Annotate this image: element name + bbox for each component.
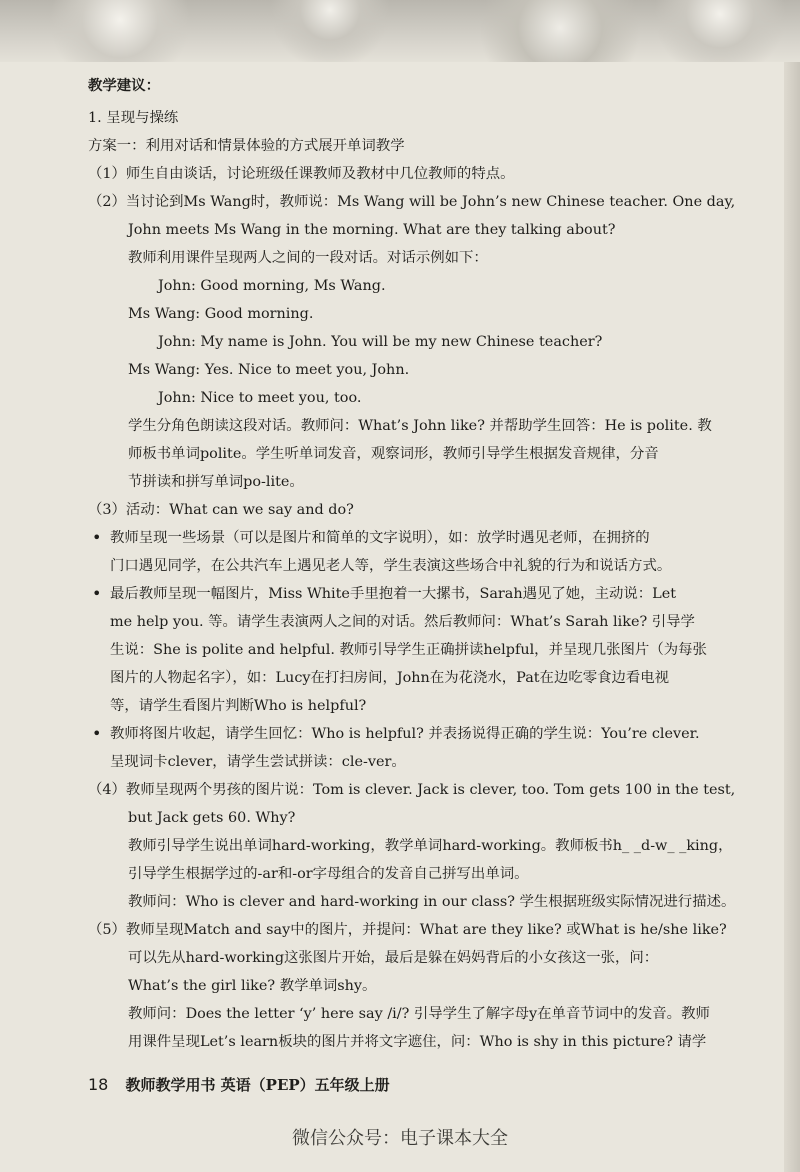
bullet-item-line: 生说：She is polite and helpful. 教师引导学生正确拼读helpful，并呈现几张图片（为每张	[110, 642, 707, 658]
book-title: 教师教学用书 英语（PEP）五年级上册	[125, 1076, 390, 1094]
paragraph-line: 教师问：Who is clever and hard-working in our class? 学生根据班级实际情况进行描述。	[128, 894, 736, 910]
paragraph-line: 节拼读和拼写单词po-lite。	[128, 474, 304, 490]
dialogue-line: John: Nice to meet you, too.	[158, 390, 362, 406]
watermark-text: 微信公众号：电子课本大全	[292, 1128, 508, 1149]
bullet-item-line: 教师呈现一些场景（可以是图片和简单的文字说明），如：放学时遇见老师，在拥挤的	[110, 530, 650, 546]
section-heading: 教学建议：	[88, 77, 160, 94]
bullet-item-line: 教师将图片收起，请学生回忆：Who is helpful? 并表扬说得正确的学生说：You’re clever.	[110, 726, 700, 742]
dialogue-line: John: My name is John. You will be my new Chinese teacher?	[158, 334, 603, 350]
subheading-presentation: 1. 呈现与操练	[88, 110, 179, 126]
page-number: 18	[88, 1075, 109, 1094]
bullet-item-line: 最后教师呈现一幅图片，Miss White手里抱着一大摞书，Sarah遇见了她，主动说：Let	[110, 586, 676, 602]
step-3: （3）活动：What can we say and do?	[88, 502, 354, 518]
page-footer	[88, 1074, 390, 1095]
step-2: （2）当讨论到Ms Wang时，教师说：Ms Wang will be John’s new Chinese teacher. One day,	[88, 194, 736, 210]
paragraph-line: 师板书单词polite。学生听单词发音，观察词形，教师引导学生根据发音规律，分音	[128, 446, 659, 462]
page-edge-shadow	[784, 62, 800, 1172]
paragraph-line: 引导学生根据学过的-ar和-or字母组合的发音自己拼写出单词。	[128, 866, 529, 882]
paragraph-line: What’s the girl like? 教学单词shy。	[128, 978, 377, 994]
step-4: （4）教师呈现两个男孩的图片说：Tom is clever. Jack is clever, too. Tom gets 100 in the test,	[88, 782, 736, 798]
dialogue-line: Ms Wang: Yes. Nice to meet you, John.	[128, 362, 410, 378]
bullet-item-line: 呈现词卡clever，请学生尝试拼读：cle-ver。	[110, 754, 406, 770]
bullet-item-line: me help you. 等。请学生表演两人之间的对话。然后教师问：What’s Sarah like? 引导学	[110, 614, 695, 630]
bullet-item-line: 门口遇见同学，在公共汽车上遇见老人等，学生表演这些场合中礼貌的行为和说话方式。	[110, 558, 672, 574]
bullet-icon: •	[92, 528, 102, 547]
paragraph-line: 用课件呈现Let’s learn板块的图片并将文字遮住，问：Who is shy in this picture? 请学	[128, 1034, 707, 1050]
paragraph-line: 可以先从hard-working这张图片开始，最后是躲在妈妈背后的小女孩这一张，问：	[128, 950, 659, 966]
step-1: （1）师生自由谈话，讨论班级任课教师及教材中几位教师的特点。	[88, 166, 515, 182]
dialogue-intro: 教师利用课件呈现两人之间的一段对话。对话示例如下：	[128, 250, 488, 266]
step-5: （5）教师呈现Match and say中的图片，并提问：What are they like? 或What is he/she like?	[88, 922, 727, 938]
step-4-cont: but Jack gets 60. Why?	[128, 810, 296, 826]
bullet-item-line: 图片的人物起名字），如：Lucy在打扫房间，John在为花浇水，Pat在边吃零食边看电视	[110, 670, 670, 686]
paragraph-line: 学生分角色朗读这段对话。教师问：What’s John like? 并帮助学生回答：He is polite. 教	[128, 418, 712, 434]
plan-one-title: 方案一：利用对话和情景体验的方式展开单词教学	[88, 138, 405, 154]
paragraph-line: 教师问：Does the letter ‘y’ here say /i/? 引导学生了解字母y在单音节词中的发音。教师	[128, 1006, 710, 1022]
paragraph-line: 教师引导学生说出单词hard-working，教学单词hard-working。教师板书h_ _d-w_ _king，	[128, 838, 733, 854]
step-2-cont: John meets Ms Wang in the morning. What are they talking about?	[128, 222, 616, 238]
header-photo-banner	[0, 0, 800, 62]
bullet-icon: •	[92, 724, 102, 743]
dialogue-line: John: Good morning, Ms Wang.	[158, 278, 386, 294]
bullet-item-line: 等，请学生看图片判断Who is helpful?	[110, 698, 367, 714]
dialogue-line: Ms Wang: Good morning.	[128, 306, 314, 322]
bullet-icon: •	[92, 584, 102, 603]
